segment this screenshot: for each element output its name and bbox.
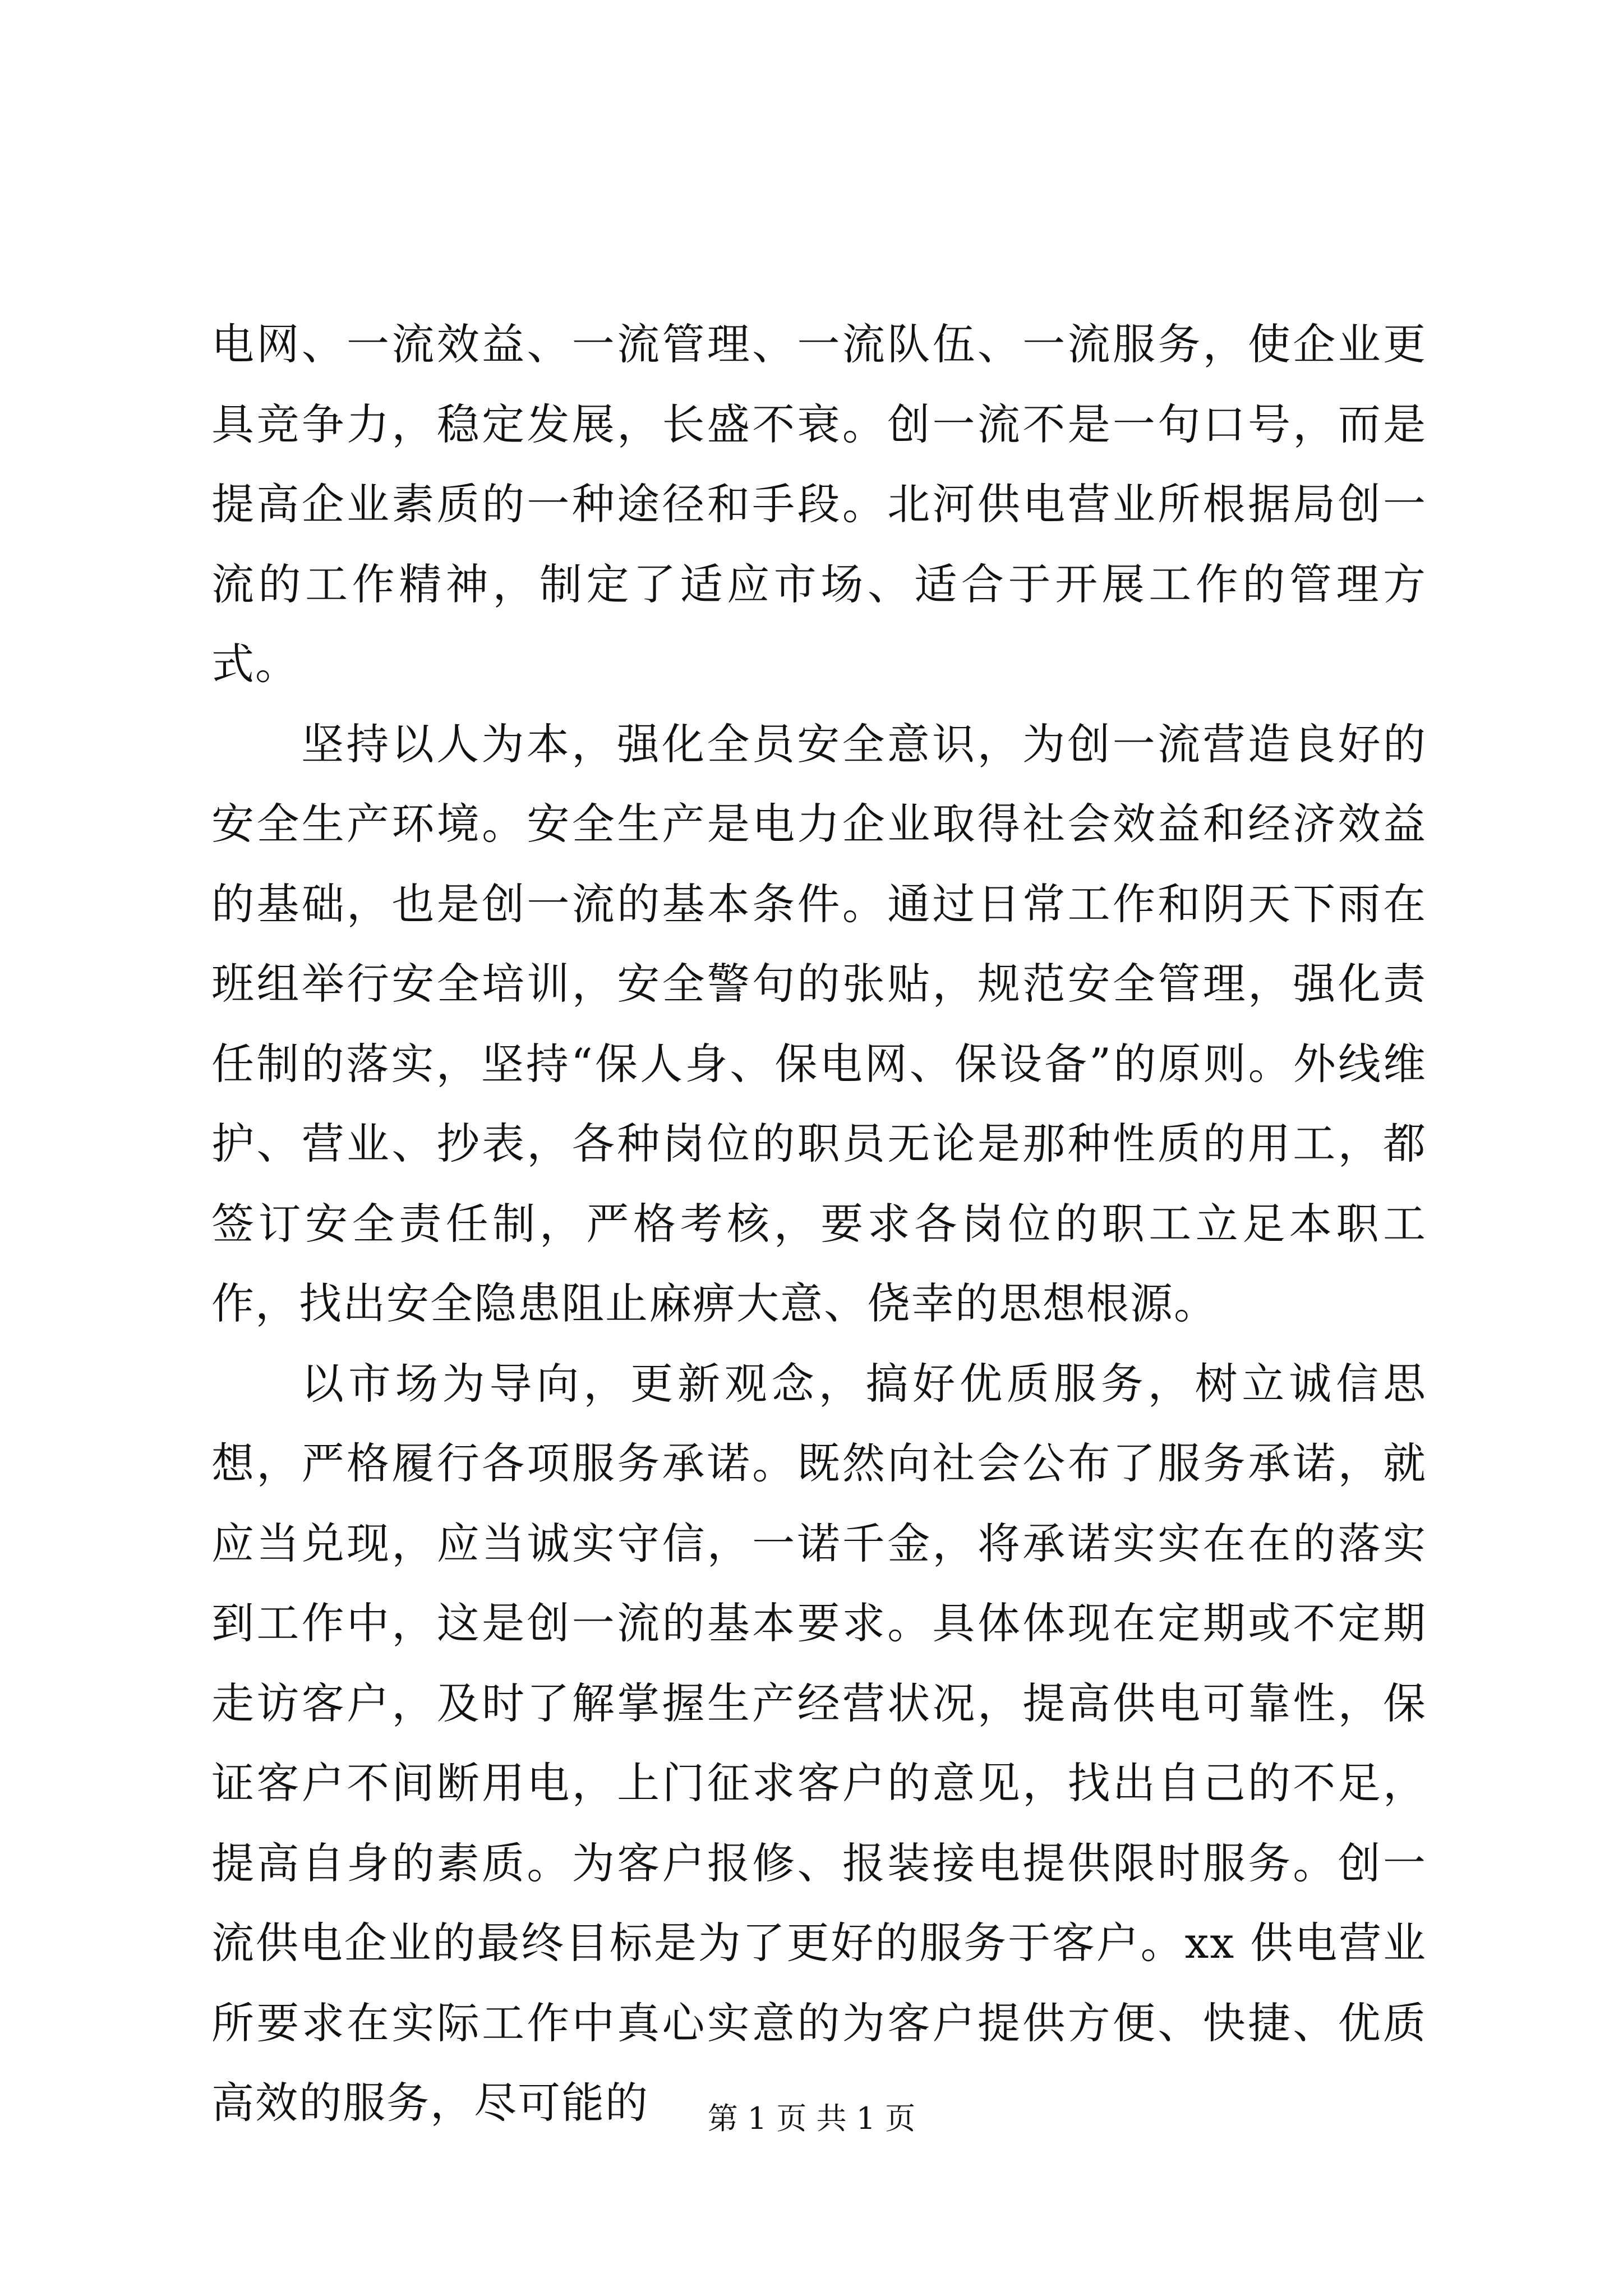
document-body <box>211 305 1427 2143</box>
paragraph-2: 坚持以人为本，强化全员安全意识，为创一流营造良好的安全生产环境。安全生产是电力企业取得社会效益和经济效益的基础，也是创一流的基本条件。通过日常工作和阴天下雨在班组举行安全培训，安全警句的张贴，规范安全管理，强化责任制的落实，坚持“保人身、保电网、保设备”的原则。外线维护、营业、抄表，各种岗位的职员无论是那种性质的用工，都签订安全责任制，严格考核，要求各岗位的职工立足本职工作，找出安全隐患阻止麻痹大意、侥幸的思想根源。 <box>211 719 1427 1328</box>
page-number-label: 第 1 页 共 1 页 <box>707 2101 916 2136</box>
paragraph-3: 以市场为导向，更新观念，搞好优质服务，树立诚信思想，严格履行各项服务承诺。既然向社会公布了服务承诺，就应当兑现，应当诚实守信，一诺千金，将承诺实实在在的落实到工作中，这是创一流的基本要求。具体体现在定期或不定期走访客户，及时了解掌握生产经营状况，提高供电可靠性，保证客户不间断用电，上门征求客户的意见，找出自己的不足，提高自身的素质。为客户报修、报装接电提供限时服务。创一流供电企业的最终目标是为了更好的服务于客户。xx 供电营业所要求在实际工作中真心实意的为客户提供方便、快捷、优质高效的服务，尽可能的 <box>211 1358 1427 2128</box>
paragraph-1: 电网、一流效益、一流管理、一流队伍、一流服务，使企业更具竞争力，稳定发展，长盛不衰。创一流不是一句口号，而是提高企业素质的一种途径和手段。北河供电营业所根据局创一流的工作精神，制定了适应市场、适合于开展工作的管理方式。 <box>211 319 1427 689</box>
page-footer <box>0 2099 1623 2138</box>
